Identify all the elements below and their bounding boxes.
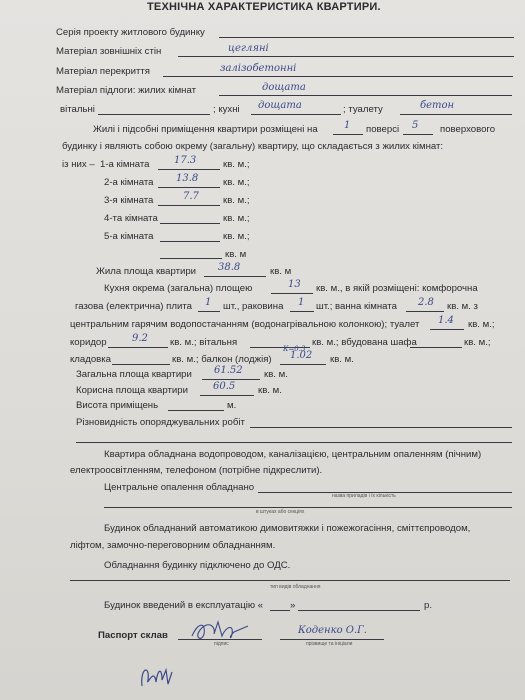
vitalni-label: вітальні — [60, 104, 95, 115]
corridor-label: коридор — [70, 337, 107, 348]
finish-line — [250, 427, 512, 428]
room-3-value: 7.7 — [183, 191, 199, 202]
walls-label: Матеріал зовнішніх стін — [56, 46, 162, 57]
toilet-floor-value: бетон — [420, 100, 455, 111]
heating-line-2 — [104, 507, 512, 508]
storage-label: кладовка — [70, 354, 112, 365]
series-label: Серія проекту житлового будинку — [56, 27, 205, 38]
room-2-value: 13.8 — [176, 173, 199, 184]
room-4-line — [160, 223, 220, 224]
bathroom-line — [406, 311, 444, 312]
useful-area-value: 60.5 — [213, 381, 236, 392]
signature-caption: підпис — [214, 641, 229, 647]
bathroom-unit: кв. м. з — [447, 301, 478, 312]
room-5-label: 5-а кімната — [104, 231, 154, 242]
height-label: Висота приміщень — [76, 400, 159, 411]
passport-label: Паспорт склав — [98, 630, 168, 641]
location-text-4: будинку і являють собою окрему (загальну) квартиру, що складається з жилих кімнат: — [62, 141, 444, 152]
room-4-unit: кв. м.; — [223, 213, 250, 224]
living-area-unit: кв. м — [270, 266, 292, 277]
living-area-line — [204, 276, 266, 277]
commission-day-line — [270, 610, 290, 611]
finish-label: Різновидність опоряджувальних робіт — [76, 417, 245, 428]
commission-label: Будинок введений в експлуатацію « — [104, 600, 264, 611]
building-equipment-text-2: ліфтом, замочно-переговорним обладнанням. — [70, 540, 276, 551]
room-5-unit: кв. м.; — [223, 231, 250, 242]
ceiling-label: Матеріал перекриття — [56, 66, 150, 77]
room-total-unit: кв. м — [225, 249, 247, 260]
total-area-line — [202, 379, 260, 380]
total-area-unit: кв. м. — [264, 369, 288, 380]
stove-label: газова (електрична) плита — [75, 301, 192, 312]
walls-value: цегляні — [228, 43, 269, 54]
sink-value: 1 — [298, 297, 305, 308]
balcony-value: 1.02 — [290, 350, 313, 361]
signer-name: Коденко О.Г. — [298, 625, 367, 636]
room-total-line — [160, 258, 222, 259]
bathroom-label: шт.; ванна кімната — [316, 301, 397, 312]
toilet-area-unit: кв. м.; — [468, 319, 495, 330]
room-4-label: 4-та кімната — [104, 213, 158, 224]
useful-area-line — [200, 395, 254, 396]
location-floor-value: 1 — [344, 120, 351, 131]
equipment-text-2: електроосвітленням, телефоном (потрібне підкреслити). — [70, 465, 323, 476]
kitchen-area-value: 13 — [288, 279, 301, 290]
balcony-unit: кв. м. — [330, 354, 354, 365]
wardrobe-label: кв. м.; вбудована шафа — [312, 337, 417, 348]
room-2-unit: кв. м.; — [223, 177, 250, 188]
location-storeys-value: 5 — [412, 120, 419, 131]
bathroom-value: 2.8 — [418, 297, 434, 308]
useful-area-label: Корисна площа квартири — [76, 385, 188, 396]
floor-label: Матеріал підлоги: жилих кімнат — [56, 85, 197, 96]
room-1-value: 17.3 — [174, 155, 197, 166]
building-equipment-text-1: Будинок обладнаний автоматикою димовитяжки і пожежогасіння, сміттєпроводом, — [104, 523, 471, 534]
second-signature-image — [136, 658, 176, 692]
vitalni-line — [98, 114, 210, 115]
living-area-value: 38.8 — [218, 262, 241, 273]
hot-water-label: центральним гарячим водопостачанням (водонагрівальною колонкою); туалет — [70, 319, 420, 330]
ods-caption: тип видів обладнання — [270, 584, 321, 590]
coefficient-note: К=0.3 — [283, 345, 306, 353]
stove-value: 1 — [205, 297, 212, 308]
location-floor-line — [333, 134, 363, 135]
room-5-line — [160, 241, 220, 242]
kitchen-floor-label: ; кухні — [213, 104, 240, 115]
series-line — [219, 37, 514, 38]
heating-caption-2: в штуках або секціях — [256, 509, 305, 515]
room-1-label: 1-а кімната — [100, 159, 150, 170]
document-title: ТЕХНІЧНА ХАРАКТЕРИСТИКА КВАРТИРИ. — [147, 1, 381, 13]
living-room-label: кв. м.; вітальня — [170, 337, 238, 348]
signature-image — [188, 616, 258, 644]
location-text-1: Жилі і підсобні приміщення квартири розміщені на — [93, 124, 318, 135]
wardrobe-line — [410, 347, 462, 348]
location-text-2: поверсі — [366, 124, 400, 135]
useful-area-unit: кв. м. — [258, 385, 282, 396]
kitchen-area-label: Кухня окрема (загальна) площею — [104, 283, 253, 294]
signer-caption: прізвище та ініціали — [306, 641, 353, 647]
heating-label: Центральне опалення обладнано — [104, 482, 255, 493]
corridor-value: 9.2 — [132, 333, 148, 344]
equipment-text-1: Квартира обладнана водопроводом, каналізацією, центральним опаленням (пічним) — [104, 449, 482, 460]
kitchen-floor-value: дощата — [258, 100, 302, 111]
signer-line — [280, 639, 384, 640]
room-1-line — [158, 169, 220, 170]
toilet-floor-label: ; туалету — [343, 104, 383, 115]
location-text-3: поверхового — [440, 124, 496, 135]
room-3-line — [158, 205, 220, 206]
room-1-unit: кв. м.; — [223, 159, 250, 170]
commission-quote: » — [290, 600, 296, 611]
height-line — [168, 410, 224, 411]
floor-value: дощата — [262, 82, 306, 93]
room-3-label: 3-я кімната — [104, 195, 154, 206]
ceiling-line — [163, 76, 513, 77]
ods-text: Обладнання будинку підключено до ОДС. — [104, 560, 291, 571]
floor-line — [219, 95, 512, 96]
toilet-area-value: 1.4 — [438, 315, 454, 326]
walls-line — [178, 56, 514, 57]
ceiling-value: залізобетонні — [220, 63, 297, 74]
living-area-label: Жила площа квартири — [96, 266, 197, 277]
commission-date-line — [298, 610, 420, 611]
stove-line — [198, 311, 220, 312]
rooms-prefix: із них – — [62, 159, 95, 170]
ods-line — [70, 580, 510, 581]
room-3-unit: кв. м.; — [223, 195, 250, 206]
toilet-area-line — [430, 329, 464, 330]
commission-year: р. — [424, 600, 433, 611]
balcony-label: кв. м.; балкон (лоджія) — [172, 354, 272, 365]
toilet-floor-line — [400, 114, 512, 115]
kitchen-area-line — [271, 293, 313, 294]
room-2-label: 2-а кімната — [104, 177, 154, 188]
total-area-value: 61.52 — [214, 365, 243, 376]
kitchen-floor-line — [251, 114, 341, 115]
balcony-line — [280, 364, 326, 365]
finish-line-2 — [76, 442, 512, 443]
kitchen-area-text: кв. м., в якій розміщені: комфорочна — [316, 283, 478, 294]
heating-caption: назва приладів і їх кількість — [332, 493, 396, 499]
wardrobe-unit: кв. м.; — [464, 337, 491, 348]
location-storeys-line — [403, 134, 433, 135]
storage-line — [112, 364, 170, 365]
sink-line — [290, 311, 314, 312]
total-area-label: Загальна площа квартири — [76, 369, 192, 380]
room-2-line — [158, 187, 220, 188]
sink-label: шт., раковина — [223, 301, 284, 312]
corridor-line — [108, 347, 168, 348]
height-unit: м. — [227, 400, 237, 411]
